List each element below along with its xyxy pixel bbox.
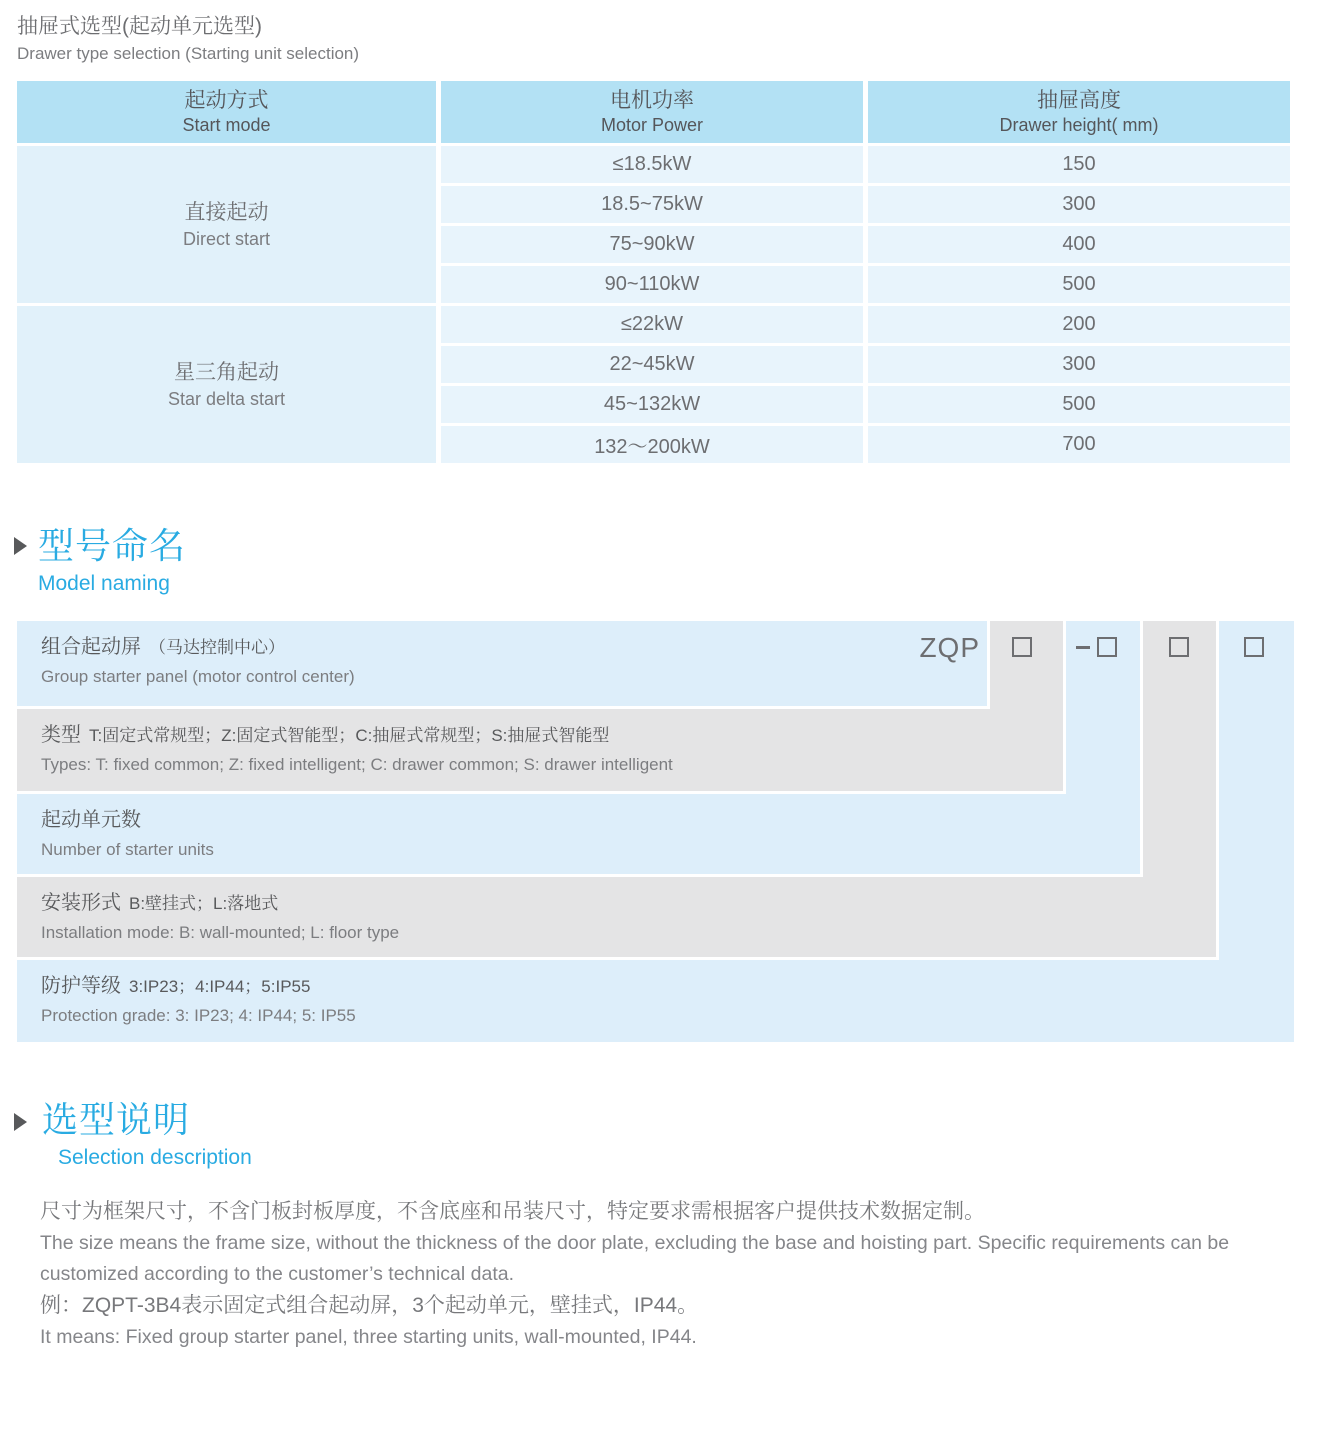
section-title-cn: 选型说明 bbox=[42, 1099, 191, 1140]
motor-power-cell: 45~132kW bbox=[441, 386, 863, 423]
model-code-prefix: ZQP bbox=[919, 632, 980, 663]
start-mode-en: Star delta start bbox=[167, 388, 286, 409]
page-title bbox=[0, 0, 1322, 66]
naming-level-label: 起动单元数 bbox=[41, 809, 141, 831]
table-row bbox=[17, 306, 1290, 343]
naming-level-4 bbox=[17, 877, 1216, 957]
naming-level-text bbox=[17, 621, 987, 689]
section-title-en: Model naming bbox=[38, 572, 170, 595]
model-naming-diagram bbox=[0, 621, 1322, 1042]
naming-level-en: Group starter panel (motor control center) bbox=[41, 667, 355, 686]
section-title-cn: 型号命名 bbox=[38, 525, 187, 566]
naming-level-cn bbox=[41, 890, 1216, 917]
code-dash-icon bbox=[1076, 646, 1090, 649]
naming-level-cn bbox=[41, 722, 1063, 749]
motor-power-cell: 132～200kW bbox=[441, 426, 863, 463]
section-heading-model-naming bbox=[0, 524, 1322, 598]
section-arrow-icon bbox=[14, 537, 27, 555]
drawer-height-cell: 700 bbox=[868, 426, 1290, 463]
column-header-en: Drawer height( mm) bbox=[999, 115, 1159, 135]
column-header-en: Motor Power bbox=[600, 115, 704, 135]
naming-level-label: 安装形式 bbox=[41, 892, 121, 914]
section-heading-selection-description bbox=[0, 1098, 1322, 1172]
naming-level-en: Number of starter units bbox=[41, 840, 214, 859]
drawer-height-cell: 500 bbox=[868, 386, 1290, 423]
drawer-height-cell: 200 bbox=[868, 306, 1290, 343]
column-header-cn: 电机功率 bbox=[610, 89, 694, 112]
naming-level-detail: T:固定式常规型；Z:固定式智能型；C:抽屉式常规型；S:抽屉式智能型 bbox=[89, 726, 610, 745]
code-placeholder-box-icon bbox=[1244, 637, 1264, 657]
naming-level-detail: （马达控制中心） bbox=[149, 638, 285, 657]
naming-level-text bbox=[17, 794, 1140, 862]
motor-power-cell: 18.5~75kW bbox=[441, 186, 863, 223]
column-header-cn: 抽屉高度 bbox=[1037, 89, 1121, 112]
code-placeholder-box-icon bbox=[1097, 637, 1117, 657]
drawer-height-cell: 300 bbox=[868, 186, 1290, 223]
naming-level-text bbox=[17, 709, 1063, 777]
example-line-cn: 例：ZQPT-3B4表示固定式组合起动屏，3个起动单元，壁挂式，IP44。 bbox=[40, 1294, 699, 1317]
column-header-en: Start mode bbox=[182, 115, 271, 135]
column-header bbox=[441, 81, 863, 143]
description-line-cn: 尺寸为框架尺寸，不含门板封板厚度，不含底座和吊装尺寸，特定要求需根据客户提供技术数据定制。 bbox=[40, 1200, 985, 1223]
naming-level-label: 类型 bbox=[41, 724, 81, 746]
drawer-height-cell: 400 bbox=[868, 226, 1290, 263]
column-header bbox=[17, 81, 436, 143]
code-placeholder-box-icon bbox=[1012, 637, 1032, 657]
code-placeholder-box-icon bbox=[1169, 637, 1189, 657]
naming-level-en: Types: T: fixed common; Z: fixed intelligent; C: drawer common; S: drawer intelligent bbox=[41, 755, 673, 774]
naming-level-cn bbox=[41, 634, 987, 661]
page-title-cn: 抽屉式选型(起动单元选型) bbox=[17, 15, 262, 38]
table-header bbox=[17, 81, 1290, 143]
page-title-en: Drawer type selection (Starting unit selection) bbox=[17, 44, 360, 63]
column-header bbox=[868, 81, 1290, 143]
naming-level-text bbox=[17, 960, 1294, 1028]
motor-power-cell: ≤18.5kW bbox=[441, 146, 863, 183]
naming-level-5 bbox=[17, 960, 1294, 1042]
naming-level-cn bbox=[41, 807, 1140, 834]
section-arrow-icon bbox=[14, 1113, 27, 1131]
naming-level-detail: 3:IP23；4:IP44；5:IP55 bbox=[129, 977, 311, 996]
naming-level-label: 防护等级 bbox=[41, 975, 121, 997]
naming-level-1 bbox=[17, 621, 987, 706]
motor-power-cell: 22~45kW bbox=[441, 346, 863, 383]
naming-level-2 bbox=[17, 709, 1063, 791]
description-line-en: The size means the frame size, without the thickness of the door plate, excluding the base and hoisting part. Specific requirements can be customized according to the customer’s technical data. bbox=[40, 1232, 1230, 1285]
selection-description-text bbox=[40, 1196, 1292, 1353]
naming-level-label: 组合起动屏 bbox=[41, 636, 141, 658]
naming-level-3 bbox=[17, 794, 1140, 874]
naming-level-detail: B:壁挂式；L:落地式 bbox=[129, 894, 279, 913]
naming-level-en: Installation mode: B: wall-mounted; L: floor type bbox=[41, 923, 400, 942]
start-mode-cell bbox=[17, 306, 436, 463]
drawer-height-cell: 500 bbox=[868, 266, 1290, 303]
motor-power-cell: 75~90kW bbox=[441, 226, 863, 263]
drawer-selection-table bbox=[12, 78, 1295, 466]
drawer-height-cell: 150 bbox=[868, 146, 1290, 183]
start-mode-cell bbox=[17, 146, 436, 303]
naming-level-en: Protection grade: 3: IP23; 4: IP44; 5: IP55 bbox=[41, 1006, 356, 1025]
column-header-cn: 起动方式 bbox=[184, 89, 269, 112]
drawer-height-cell: 300 bbox=[868, 346, 1290, 383]
motor-power-cell: ≤22kW bbox=[441, 306, 863, 343]
start-mode-cn: 直接起动 bbox=[184, 200, 269, 224]
example-line-en: It means: Fixed group starter panel, three starting units, wall-mounted, IP44. bbox=[40, 1326, 697, 1348]
table-row bbox=[17, 146, 1290, 183]
motor-power-cell: 90~110kW bbox=[441, 266, 863, 303]
section-title-en: Selection description bbox=[58, 1146, 252, 1169]
naming-level-text bbox=[17, 877, 1216, 945]
naming-level-cn bbox=[41, 973, 1294, 1000]
start-mode-en: Direct start bbox=[182, 228, 270, 249]
start-mode-cn: 星三角起动 bbox=[174, 360, 279, 384]
